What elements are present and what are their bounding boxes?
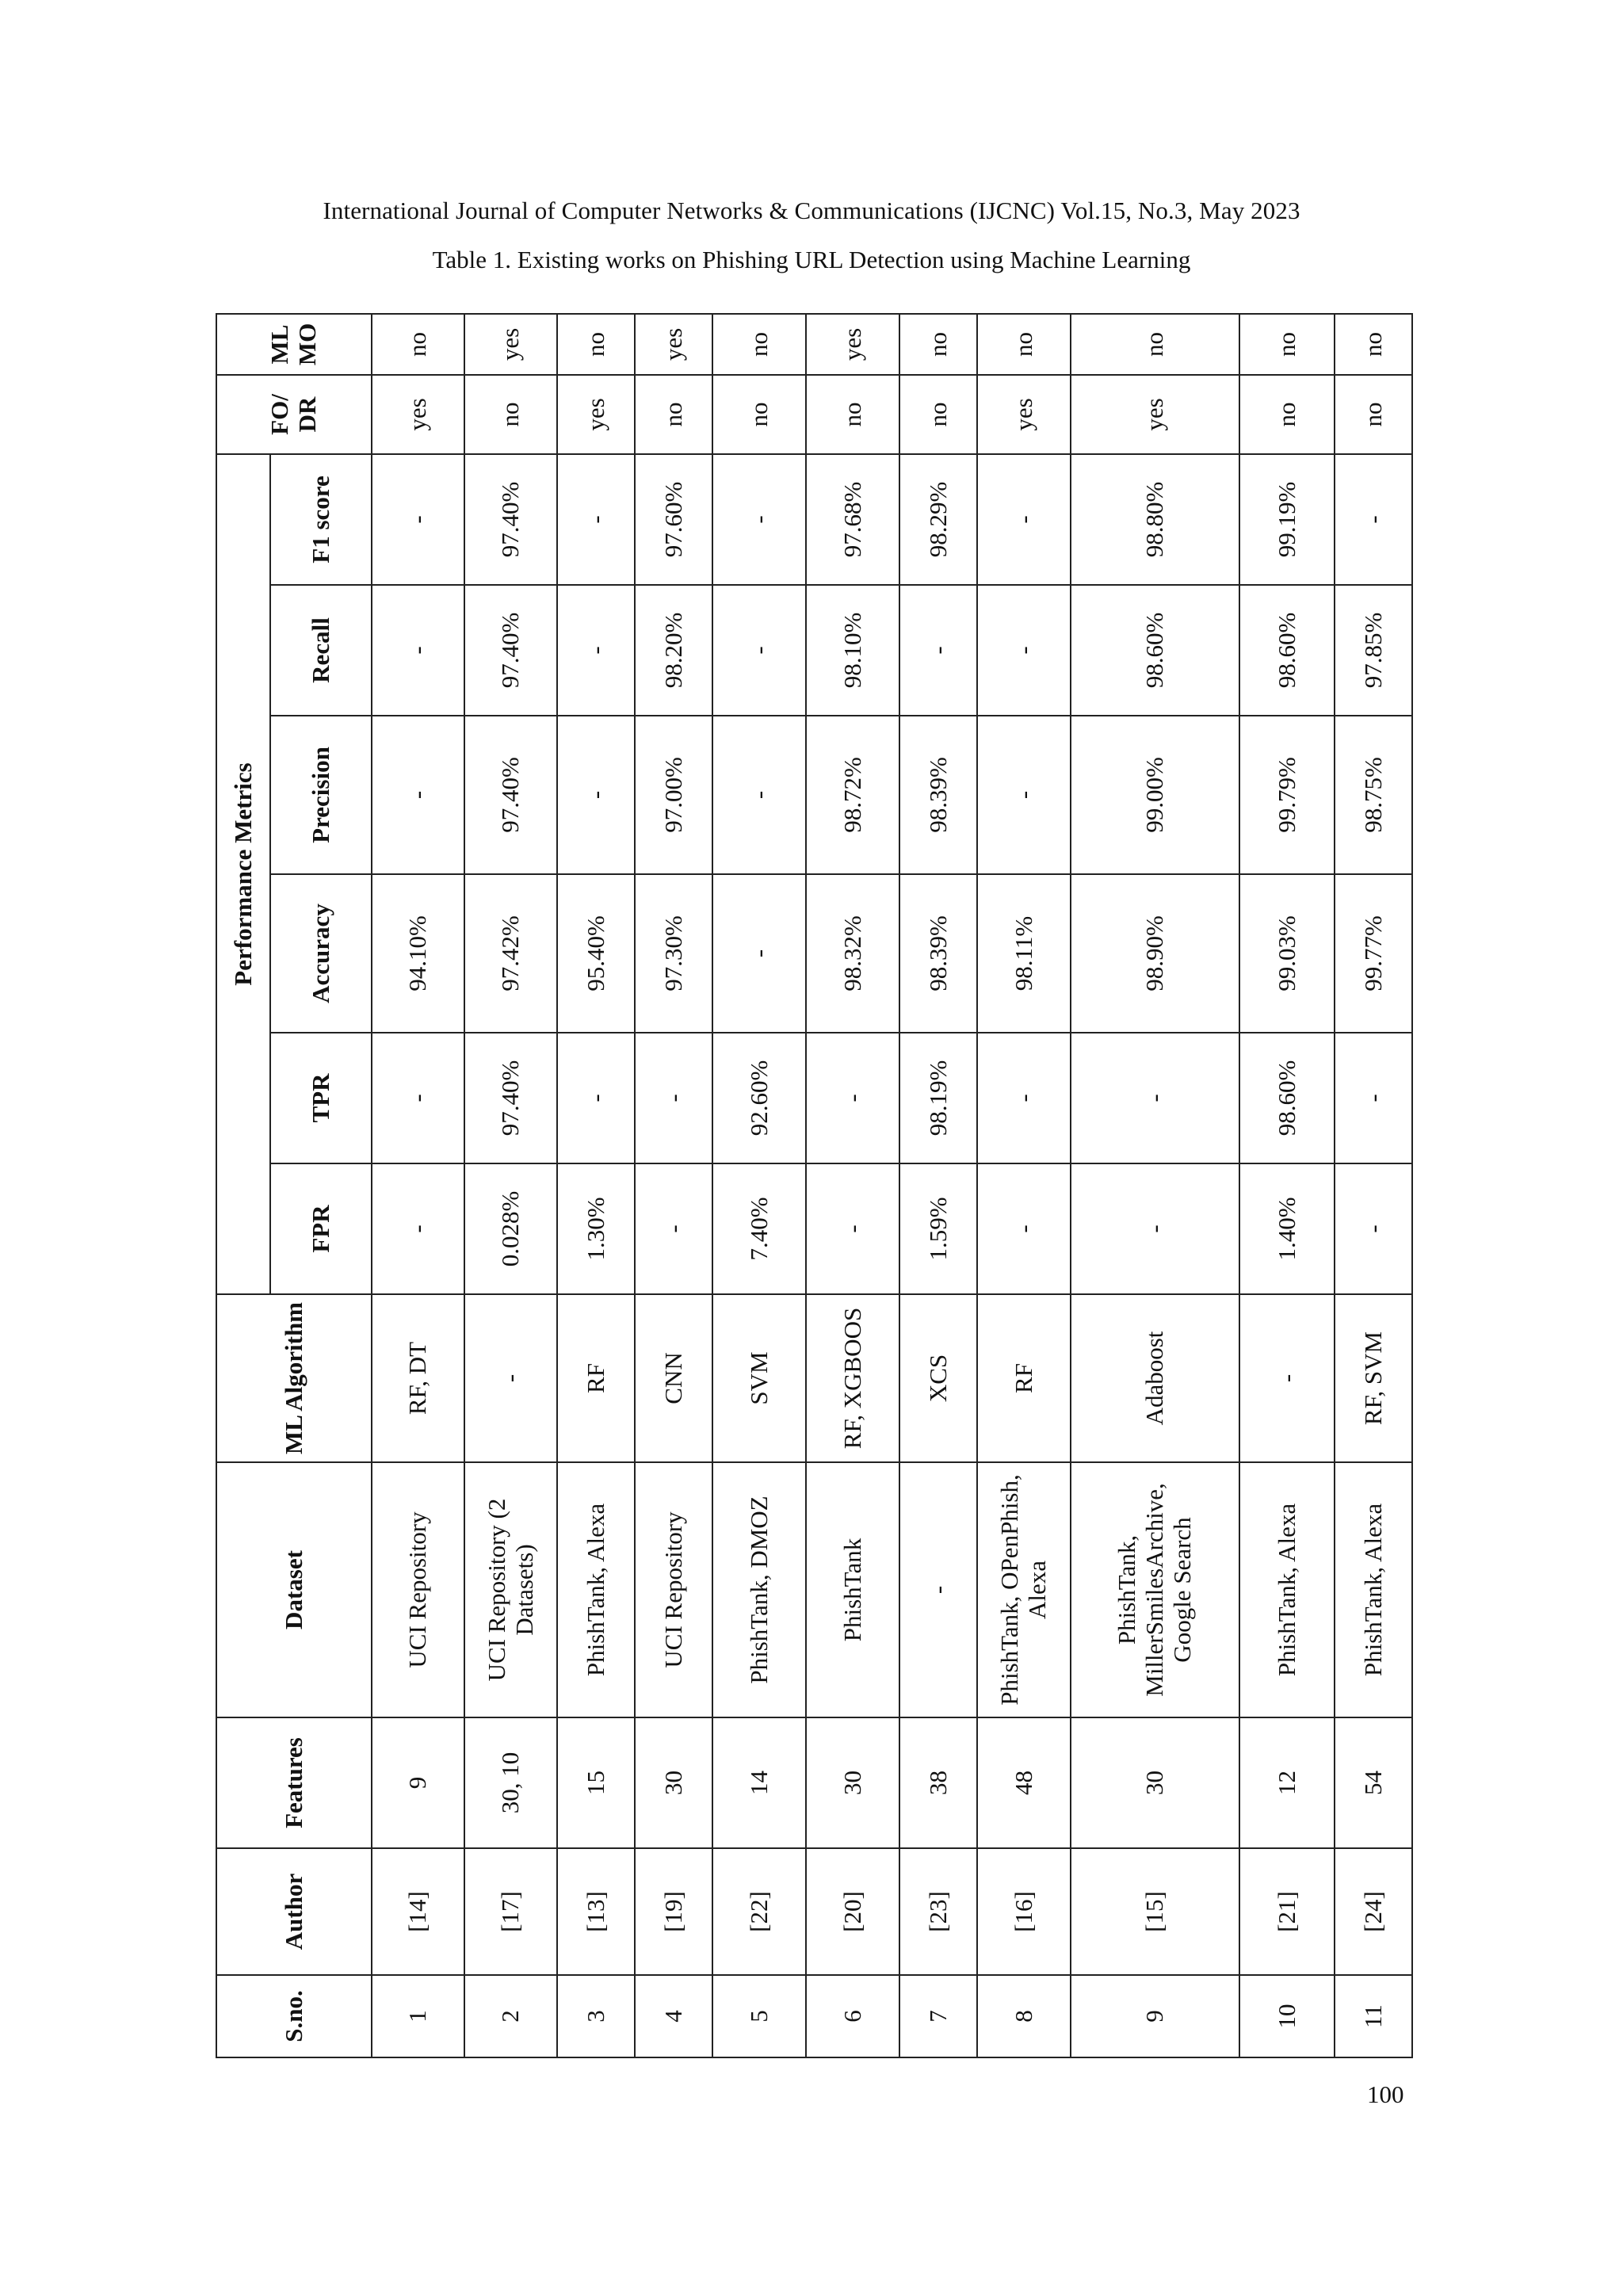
header-fpr: FPR <box>270 1163 372 1294</box>
cell-sno: 4 <box>635 1975 712 2057</box>
cell-dataset: PhishTank, Alexa <box>1239 1462 1335 1717</box>
cell-sno: 1 <box>372 1975 464 2057</box>
cell-features: 9 <box>372 1717 464 1848</box>
cell-author: [16] <box>977 1848 1071 1975</box>
cell-mlmo: no <box>372 314 464 375</box>
cell-fodr: yes <box>1071 375 1239 454</box>
table-row <box>464 314 557 2057</box>
cell-accuracy: 98.39% <box>899 874 977 1033</box>
table-row <box>1071 314 1239 2057</box>
cell-fodr: no <box>464 375 557 454</box>
header-accuracy: Accuracy <box>270 874 372 1033</box>
cell-sno: 9 <box>1071 1975 1239 2057</box>
cell-f1-score: 98.29% <box>899 454 977 585</box>
cell-f1-score: 97.40% <box>464 454 557 585</box>
cell-accuracy: 98.90% <box>1071 874 1239 1033</box>
cell-author: [21] <box>1239 1848 1335 1975</box>
cell-f1-score: - <box>1335 454 1412 585</box>
cell-fodr: no <box>806 375 899 454</box>
cell-recall: - <box>977 585 1071 716</box>
cell-mlmo: no <box>899 314 977 375</box>
cell-fodr: yes <box>372 375 464 454</box>
cell-mlmo: yes <box>806 314 899 375</box>
header-f1-score: F1 score <box>270 454 372 585</box>
table-row <box>806 314 899 2057</box>
cell-precision: 98.75% <box>1335 716 1412 874</box>
cell-ml-algorithm: SVM <box>712 1294 806 1462</box>
cell-accuracy: 97.30% <box>635 874 712 1033</box>
header-mlmo: ML MO <box>216 314 372 375</box>
cell-precision: - <box>977 716 1071 874</box>
cell-dataset: PhishTank, OPenPhish, Alexa <box>977 1462 1071 1717</box>
header-recall: Recall <box>270 585 372 716</box>
cell-features: 30, 10 <box>464 1717 557 1848</box>
cell-ml-algorithm: RF, DT <box>372 1294 464 1462</box>
cell-precision: 99.79% <box>1239 716 1335 874</box>
cell-recall: 98.10% <box>806 585 899 716</box>
cell-precision: - <box>372 716 464 874</box>
cell-tpr: - <box>635 1033 712 1163</box>
table-row <box>1335 314 1412 2057</box>
cell-tpr: - <box>1071 1033 1239 1163</box>
cell-author: [17] <box>464 1848 557 1975</box>
cell-f1-score: 99.19% <box>1239 454 1335 585</box>
cell-fpr: - <box>1071 1163 1239 1294</box>
table-row <box>1239 314 1335 2057</box>
header-performance-metrics: Performance Metrics <box>216 454 270 1294</box>
header-ml-algorithm: ML Algorithm <box>216 1294 372 1462</box>
cell-author: [23] <box>899 1848 977 1975</box>
cell-author: [15] <box>1071 1848 1239 1975</box>
cell-tpr: - <box>557 1033 635 1163</box>
cell-tpr: - <box>977 1033 1071 1163</box>
cell-ml-algorithm: RF, XGBOOS <box>806 1294 899 1462</box>
cell-author: [24] <box>1335 1848 1412 1975</box>
cell-fodr: no <box>635 375 712 454</box>
table-row <box>635 314 712 2057</box>
table-row <box>557 314 635 2057</box>
cell-tpr: 92.60% <box>712 1033 806 1163</box>
cell-fpr: - <box>372 1163 464 1294</box>
cell-accuracy: 99.03% <box>1239 874 1335 1033</box>
cell-features: 12 <box>1239 1717 1335 1848</box>
rotated-table-container <box>216 315 1411 2058</box>
page-number: 100 <box>1367 2080 1404 2108</box>
cell-recall: 97.40% <box>464 585 557 716</box>
cell-ml-algorithm: - <box>1239 1294 1335 1462</box>
cell-sno: 11 <box>1335 1975 1412 2057</box>
header-sno: S.no. <box>216 1975 372 2057</box>
cell-precision: 99.00% <box>1071 716 1239 874</box>
cell-recall: 98.60% <box>1071 585 1239 716</box>
cell-precision: - <box>712 716 806 874</box>
cell-features: 14 <box>712 1717 806 1848</box>
cell-dataset: UCI Repository <box>372 1462 464 1717</box>
cell-dataset: PhishTank, Alexa <box>557 1462 635 1717</box>
cell-mlmo: no <box>1239 314 1335 375</box>
cell-sno: 8 <box>977 1975 1071 2057</box>
cell-tpr: 98.19% <box>899 1033 977 1163</box>
cell-f1-score: - <box>977 454 1071 585</box>
cell-ml-algorithm: - <box>464 1294 557 1462</box>
cell-sno: 2 <box>464 1975 557 2057</box>
cell-features: 48 <box>977 1717 1071 1848</box>
cell-mlmo: no <box>557 314 635 375</box>
cell-sno: 3 <box>557 1975 635 2057</box>
table-row <box>372 314 464 2057</box>
cell-fodr: no <box>899 375 977 454</box>
header-dataset: Dataset <box>216 1462 372 1717</box>
cell-ml-algorithm: RF <box>977 1294 1071 1462</box>
cell-fpr: 1.40% <box>1239 1163 1335 1294</box>
cell-ml-algorithm: CNN <box>635 1294 712 1462</box>
cell-dataset: - <box>899 1462 977 1717</box>
table-row <box>712 314 806 2057</box>
cell-fodr: no <box>1239 375 1335 454</box>
cell-precision: 97.00% <box>635 716 712 874</box>
cell-precision: 97.40% <box>464 716 557 874</box>
cell-f1-score: 97.60% <box>635 454 712 585</box>
cell-accuracy: - <box>712 874 806 1033</box>
cell-features: 15 <box>557 1717 635 1848</box>
cell-precision: 98.39% <box>899 716 977 874</box>
cell-fpr: - <box>1335 1163 1412 1294</box>
cell-tpr: - <box>1335 1033 1412 1163</box>
cell-features: 30 <box>806 1717 899 1848</box>
cell-recall: 97.85% <box>1335 585 1412 716</box>
cell-accuracy: 99.77% <box>1335 874 1412 1033</box>
cell-recall: - <box>712 585 806 716</box>
header-tpr: TPR <box>270 1033 372 1163</box>
table-row <box>899 314 977 2057</box>
cell-recall: - <box>372 585 464 716</box>
header-precision: Precision <box>270 716 372 874</box>
cell-fodr: no <box>712 375 806 454</box>
cell-mlmo: no <box>712 314 806 375</box>
cell-f1-score: - <box>372 454 464 585</box>
cell-mlmo: no <box>1071 314 1239 375</box>
cell-dataset: PhishTank, DMOZ <box>712 1462 806 1717</box>
cell-mlmo: yes <box>635 314 712 375</box>
cell-features: 30 <box>635 1717 712 1848</box>
cell-author: [19] <box>635 1848 712 1975</box>
cell-author: [14] <box>372 1848 464 1975</box>
cell-accuracy: 97.42% <box>464 874 557 1033</box>
cell-f1-score: - <box>712 454 806 585</box>
cell-mlmo: no <box>1335 314 1412 375</box>
header-fodr: FO/ DR <box>216 375 372 454</box>
cell-tpr: - <box>806 1033 899 1163</box>
cell-accuracy: 98.32% <box>806 874 899 1033</box>
cell-sno: 6 <box>806 1975 899 2057</box>
cell-tpr: 98.60% <box>1239 1033 1335 1163</box>
cell-recall: 98.20% <box>635 585 712 716</box>
cell-author: [13] <box>557 1848 635 1975</box>
cell-accuracy: 95.40% <box>557 874 635 1033</box>
cell-precision: 98.72% <box>806 716 899 874</box>
table-body <box>372 314 1412 2057</box>
cell-fpr: - <box>635 1163 712 1294</box>
cell-fpr: 1.30% <box>557 1163 635 1294</box>
cell-dataset: PhishTank <box>806 1462 899 1717</box>
header-features: Features <box>216 1717 372 1848</box>
cell-recall: - <box>557 585 635 716</box>
journal-header: International Journal of Computer Networks & Communications (IJCNC) Vol.15, No.3, May 2023 <box>323 197 1300 224</box>
cell-f1-score: 98.80% <box>1071 454 1239 585</box>
header-author: Author <box>216 1848 372 1975</box>
cell-dataset: UCI Repository <box>635 1462 712 1717</box>
cell-f1-score: 97.68% <box>806 454 899 585</box>
cell-fpr: 0.028% <box>464 1163 557 1294</box>
cell-mlmo: yes <box>464 314 557 375</box>
cell-tpr: 97.40% <box>464 1033 557 1163</box>
cell-features: 38 <box>899 1717 977 1848</box>
cell-fodr: no <box>1335 375 1412 454</box>
cell-features: 30 <box>1071 1717 1239 1848</box>
cell-fpr: 1.59% <box>899 1163 977 1294</box>
table-row <box>977 314 1071 2057</box>
cell-accuracy: 98.11% <box>977 874 1071 1033</box>
cell-recall: - <box>899 585 977 716</box>
cell-dataset: PhishTank, Alexa <box>1335 1462 1412 1717</box>
cell-tpr: - <box>372 1033 464 1163</box>
cell-precision: - <box>557 716 635 874</box>
cell-accuracy: 94.10% <box>372 874 464 1033</box>
cell-ml-algorithm: RF <box>557 1294 635 1462</box>
cell-ml-algorithm: XCS <box>899 1294 977 1462</box>
cell-fodr: yes <box>557 375 635 454</box>
cell-fpr: - <box>977 1163 1071 1294</box>
cell-dataset: UCI Repository (2 Datasets) <box>464 1462 557 1717</box>
cell-author: [22] <box>712 1848 806 1975</box>
cell-ml-algorithm: RF, SVM <box>1335 1294 1412 1462</box>
cell-sno: 5 <box>712 1975 806 2057</box>
cell-ml-algorithm: Adaboost <box>1071 1294 1239 1462</box>
cell-fpr: 7.40% <box>712 1163 806 1294</box>
cell-fodr: yes <box>977 375 1071 454</box>
cell-dataset: PhishTank, MillerSmilesArchive, Google Search <box>1071 1462 1239 1717</box>
cell-sno: 10 <box>1239 1975 1335 2057</box>
cell-recall: 98.60% <box>1239 585 1335 716</box>
cell-author: [20] <box>806 1848 899 1975</box>
table-caption: Table 1. Existing works on Phishing URL Detection using Machine Learning <box>432 246 1191 273</box>
cell-f1-score: - <box>557 454 635 585</box>
phishing-detection-table <box>216 313 1413 2058</box>
cell-features: 54 <box>1335 1717 1412 1848</box>
cell-mlmo: no <box>977 314 1071 375</box>
cell-fpr: - <box>806 1163 899 1294</box>
cell-sno: 7 <box>899 1975 977 2057</box>
